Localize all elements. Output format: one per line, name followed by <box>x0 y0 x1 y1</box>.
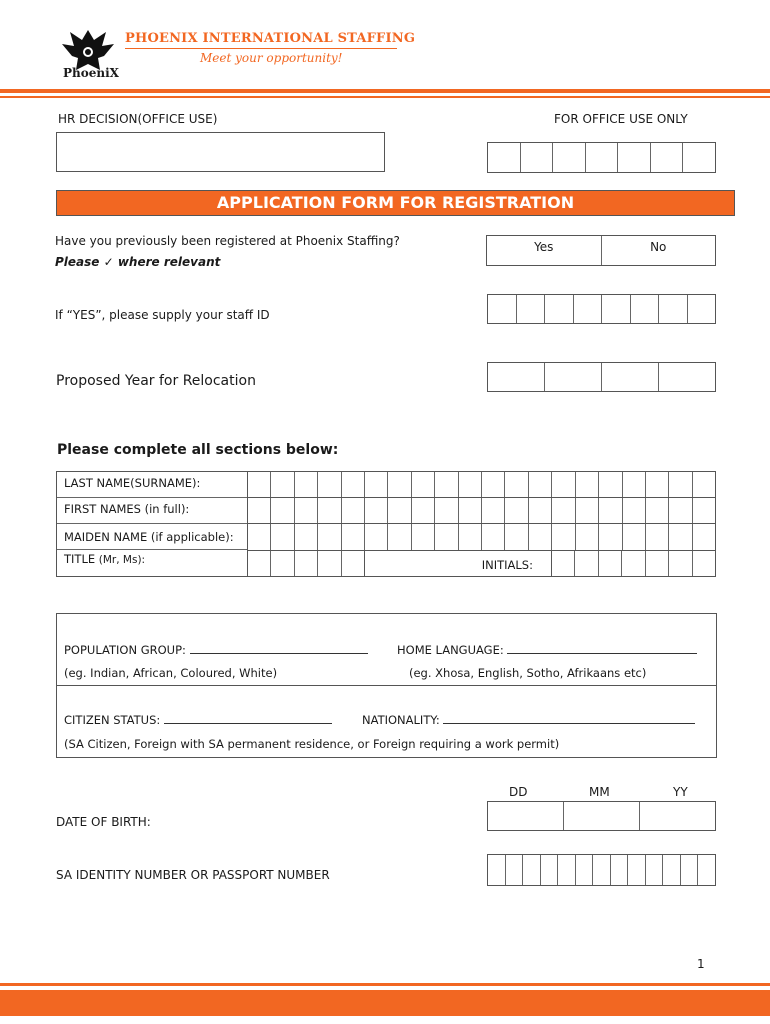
citizen-status-field[interactable] <box>164 713 332 724</box>
population-group-field[interactable] <box>190 643 368 654</box>
names-label-column <box>56 471 248 577</box>
office-use-boxes[interactable] <box>487 142 716 173</box>
home-language-label: HOME LANGUAGE: <box>397 643 504 657</box>
title-label: TITLE <box>64 552 96 566</box>
relocation-label: Proposed Year for Relocation <box>56 373 256 389</box>
last-name-label: LAST NAME(SURNAME): <box>57 472 247 498</box>
staff-id-boxes[interactable] <box>487 294 716 324</box>
logo-text: PhoeniX <box>63 66 119 80</box>
dob-month-box[interactable] <box>563 802 639 830</box>
office-use-label: FOR OFFICE USE ONLY <box>554 112 688 126</box>
home-language-hint: (eg. Xhosa, English, Sotho, Afrikaans etc) <box>409 666 647 680</box>
relocation-year-boxes[interactable] <box>487 362 716 392</box>
yes-no-boxes <box>486 235 716 266</box>
nationality-field[interactable] <box>443 713 695 724</box>
demographics-section <box>56 613 717 758</box>
hr-decision-label: HR DECISION(OFFICE USE) <box>58 112 218 126</box>
id-number-label: SA IDENTITY NUMBER OR PASSPORT NUMBER <box>56 868 330 882</box>
initials-boxes[interactable] <box>551 550 716 577</box>
nationality-label: NATIONALITY: <box>362 713 440 727</box>
company-name: PHOENIX INTERNATIONAL STAFFING <box>125 31 416 46</box>
citizen-status-hint: (SA Citizen, Foreign with SA permanent residence, or Foreign requiring a work permit) <box>64 737 560 751</box>
sections-heading: Please complete all sections below: <box>57 442 339 458</box>
previous-registration-question: Have you previously been registered at Phoenix Staffing? <box>55 234 400 248</box>
dob-dd-label: DD <box>509 785 528 799</box>
title-boxes[interactable] <box>247 550 365 577</box>
population-group-label: POPULATION GROUP: <box>64 643 186 657</box>
id-number-boxes[interactable] <box>487 854 716 886</box>
tick-instruction: Please ✓ where relevant <box>55 255 221 269</box>
dob-year-box[interactable] <box>639 802 715 830</box>
home-language-field[interactable] <box>507 643 697 654</box>
no-option[interactable]: No <box>601 236 716 265</box>
page-number: 1 <box>697 957 705 971</box>
dob-day-box[interactable] <box>488 802 563 830</box>
first-names-boxes[interactable] <box>247 497 716 524</box>
first-names-label: FIRST NAMES (in full): <box>57 498 247 524</box>
hr-decision-box[interactable] <box>56 132 385 172</box>
dob-mm-label: MM <box>589 785 610 799</box>
dob-yy-label: YY <box>673 785 688 799</box>
maiden-name-boxes[interactable] <box>247 523 716 551</box>
population-group-hint: (eg. Indian, African, Coloured, White) <box>64 666 278 680</box>
maiden-name-label: MAIDEN NAME (if applicable): <box>57 524 247 550</box>
initials-label-cell <box>364 550 552 577</box>
yes-option[interactable]: Yes <box>534 240 554 254</box>
header-bar <box>0 89 770 93</box>
company-tagline: Meet your opportunity! <box>200 51 343 65</box>
dob-label: DATE OF BIRTH: <box>56 815 151 829</box>
footer-bar-thin <box>0 983 770 986</box>
citizen-status-label: CITIZEN STATUS: <box>64 713 161 727</box>
footer-bar <box>0 990 770 1016</box>
staff-id-label: If “YES”, please supply your staff ID <box>55 308 270 322</box>
initials-label: INITIALS: <box>481 558 533 572</box>
demographics-divider <box>57 685 716 686</box>
header-bar-thin <box>0 96 770 98</box>
header-rule <box>125 48 397 49</box>
title-hint: (Mr, Ms): <box>98 554 146 566</box>
last-name-boxes[interactable] <box>247 471 716 498</box>
dob-boxes[interactable] <box>487 801 716 831</box>
form-title: APPLICATION FORM FOR REGISTRATION <box>56 190 735 216</box>
